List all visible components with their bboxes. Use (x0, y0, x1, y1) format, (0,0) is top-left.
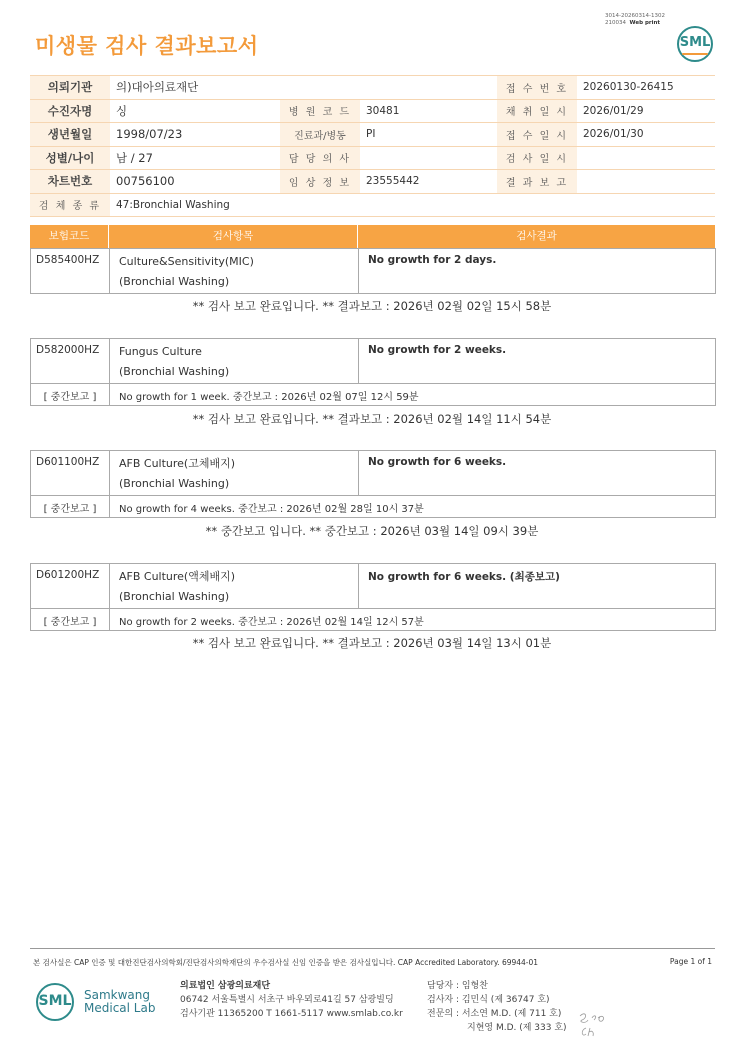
test-name: Culture&Sensitivity(MIC) (119, 255, 254, 268)
birth-label: 생년월일 (30, 123, 110, 147)
sml-logo: SML (677, 26, 713, 62)
doctor-value (360, 146, 497, 170)
web-print-label: Web print (629, 20, 661, 26)
manager-name: 임형찬 (461, 981, 488, 991)
header-insurance-code: 보험코드 (48, 230, 90, 242)
test-date-label: 검 사 일 시 (497, 146, 577, 170)
dept-label: 진료과/병동 (280, 123, 360, 147)
completion-note: ** 중간보고 입니다. ** 중간보고 : 2026년 03월 14일 09시 39분 (205, 524, 539, 538)
sex-age-value: 남 / 27 (110, 146, 280, 170)
clinical-info-value: 23555442 (360, 170, 497, 194)
hospital-code-label: 병 원 코 드 (280, 99, 360, 123)
tester-name: 김민식 (제 36747 호) (461, 995, 550, 1005)
specimen-label: 검 체 종 류 (30, 193, 110, 217)
results-header (30, 225, 715, 248)
specialist-1: 서소연 M.D. (제 711 호) (461, 1009, 562, 1019)
patient-name-value: 싱 (110, 99, 280, 123)
hospital-code-value: 30481 (360, 99, 497, 123)
print-code (605, 13, 665, 27)
interim-report: No growth for 1 week. 중간보고 : 2026년 02월 07일 12시 59분 (119, 392, 419, 403)
interim-label: [ 중간보고 ] (43, 392, 97, 403)
receipt-date-label: 접 수 일 시 (497, 123, 577, 147)
patient-name-label: 수진자명 (30, 99, 110, 123)
certification-note: 본 검사실은 CAP 인증 및 대한진단검사의학회/진단검사의학재단의 우수검사실 신임 인증을 받은 검사실입니다. CAP Accredited Laboratory. 69944-01 (33, 958, 539, 967)
chart-no-label: 차트번호 (30, 170, 110, 194)
lab-address: 06742 서울특별시 서초구 바우뫼로41길 57 삼광빌딩 (180, 995, 394, 1005)
birth-value: 1998/07/23 (110, 123, 280, 147)
signature-image (576, 1008, 616, 1040)
dept-value: PI (360, 123, 497, 147)
tester-label: 검사자 : (427, 995, 459, 1005)
completion-note: ** 검사 보고 완료입니다. ** 결과보고 : 2026년 02월 14일 11시 54분 (192, 412, 552, 426)
interim-report: No growth for 2 weeks. 중간보고 : 2026년 02월 14일 12시 57분 (119, 617, 424, 628)
institution-value: 의)대아의료재단 (110, 76, 497, 100)
test-item (119, 454, 235, 494)
specimen-name: (Bronchial Washing) (119, 275, 230, 288)
insurance-code: D601200HZ (36, 569, 100, 581)
result-block (30, 450, 716, 518)
lab-address-block (180, 979, 403, 1021)
specimen-name: (Bronchial Washing) (119, 590, 230, 603)
test-name: AFB Culture(액체배지) (119, 570, 236, 583)
interim-label: [ 중간보고 ] (43, 617, 97, 628)
print-code-line-1: 3014-20260314-1302 (605, 13, 665, 19)
test-item (119, 567, 235, 607)
completion-note: ** 검사 보고 완료입니다. ** 결과보고 : 2026년 03월 14일 13시 01분 (192, 636, 552, 650)
specialist-2: 지현영 M.D. (제 333 호) (467, 1023, 567, 1033)
specimen-value: 47:Bronchial Washing (110, 193, 715, 217)
clinical-info-label: 임 상 정 보 (280, 170, 360, 194)
footer-divider (30, 948, 715, 949)
collect-date-value: 2026/01/29 (577, 99, 715, 123)
institution-label: 의뢰기관 (30, 76, 110, 100)
print-code-line-2: 210034 (605, 20, 626, 26)
specimen-name: (Bronchial Washing) (119, 365, 230, 378)
test-result: No growth for 6 weeks. (368, 456, 507, 468)
lab-org-name: 의료법인 삼광의료재단 (180, 981, 271, 991)
test-item (119, 342, 229, 382)
receipt-no-label: 접 수 번 호 (497, 76, 577, 100)
signatories-block (427, 979, 567, 1035)
report-value (577, 170, 715, 194)
test-result: No growth for 6 weeks. (최종보고) (368, 571, 560, 583)
test-name: Fungus Culture (119, 345, 202, 358)
lab-brand-line-2: Medical Lab (84, 1001, 156, 1015)
lab-brand-line-1: Samkwang (84, 988, 150, 1002)
patient-info-table (30, 75, 715, 217)
sml-footer-logo: SML (36, 983, 74, 1021)
result-block (30, 248, 716, 294)
specimen-name: (Bronchial Washing) (119, 477, 230, 490)
sex-age-label: 성별/나이 (30, 146, 110, 170)
receipt-no-value: 20260130-26415 (577, 76, 715, 100)
result-block (30, 338, 716, 406)
insurance-code: D601100HZ (36, 456, 100, 468)
completion-note: ** 검사 보고 완료입니다. ** 결과보고 : 2026년 02월 02일 15시 58분 (192, 299, 552, 313)
interim-label: [ 중간보고 ] (43, 504, 97, 515)
test-result: No growth for 2 days. (368, 254, 497, 266)
receipt-date-value: 2026/01/30 (577, 123, 715, 147)
header-test-item: 검사항목 (212, 230, 254, 242)
collect-date-label: 채 취 일 시 (497, 99, 577, 123)
interim-report: No growth for 4 weeks. 중간보고 : 2026년 02월 28일 10시 37분 (119, 504, 424, 515)
test-date-value (577, 146, 715, 170)
header-test-result: 검사결과 (516, 230, 557, 242)
test-item (119, 252, 254, 292)
doctor-label: 담 당 의 사 (280, 146, 360, 170)
result-block (30, 563, 716, 631)
test-name: AFB Culture(고체배지) (119, 457, 236, 470)
report-label: 결 과 보 고 (497, 170, 577, 194)
insurance-code: D582000HZ (36, 344, 100, 356)
manager-label: 담당자 : (427, 981, 459, 991)
insurance-code: D585400HZ (36, 254, 100, 266)
page-indicator: Page 1 of 1 (669, 957, 712, 966)
chart-no-value: 00756100 (110, 170, 280, 194)
specialist-label: 전문의 : (427, 1009, 459, 1019)
lab-contact: 검사기관 11365200 T 1661-5117 www.smlab.co.kr (180, 1009, 403, 1019)
report-title: 미생물 검사 결과보고서 (35, 34, 259, 58)
lab-brand-name (84, 989, 155, 1015)
test-result: No growth for 2 weeks. (368, 344, 507, 356)
